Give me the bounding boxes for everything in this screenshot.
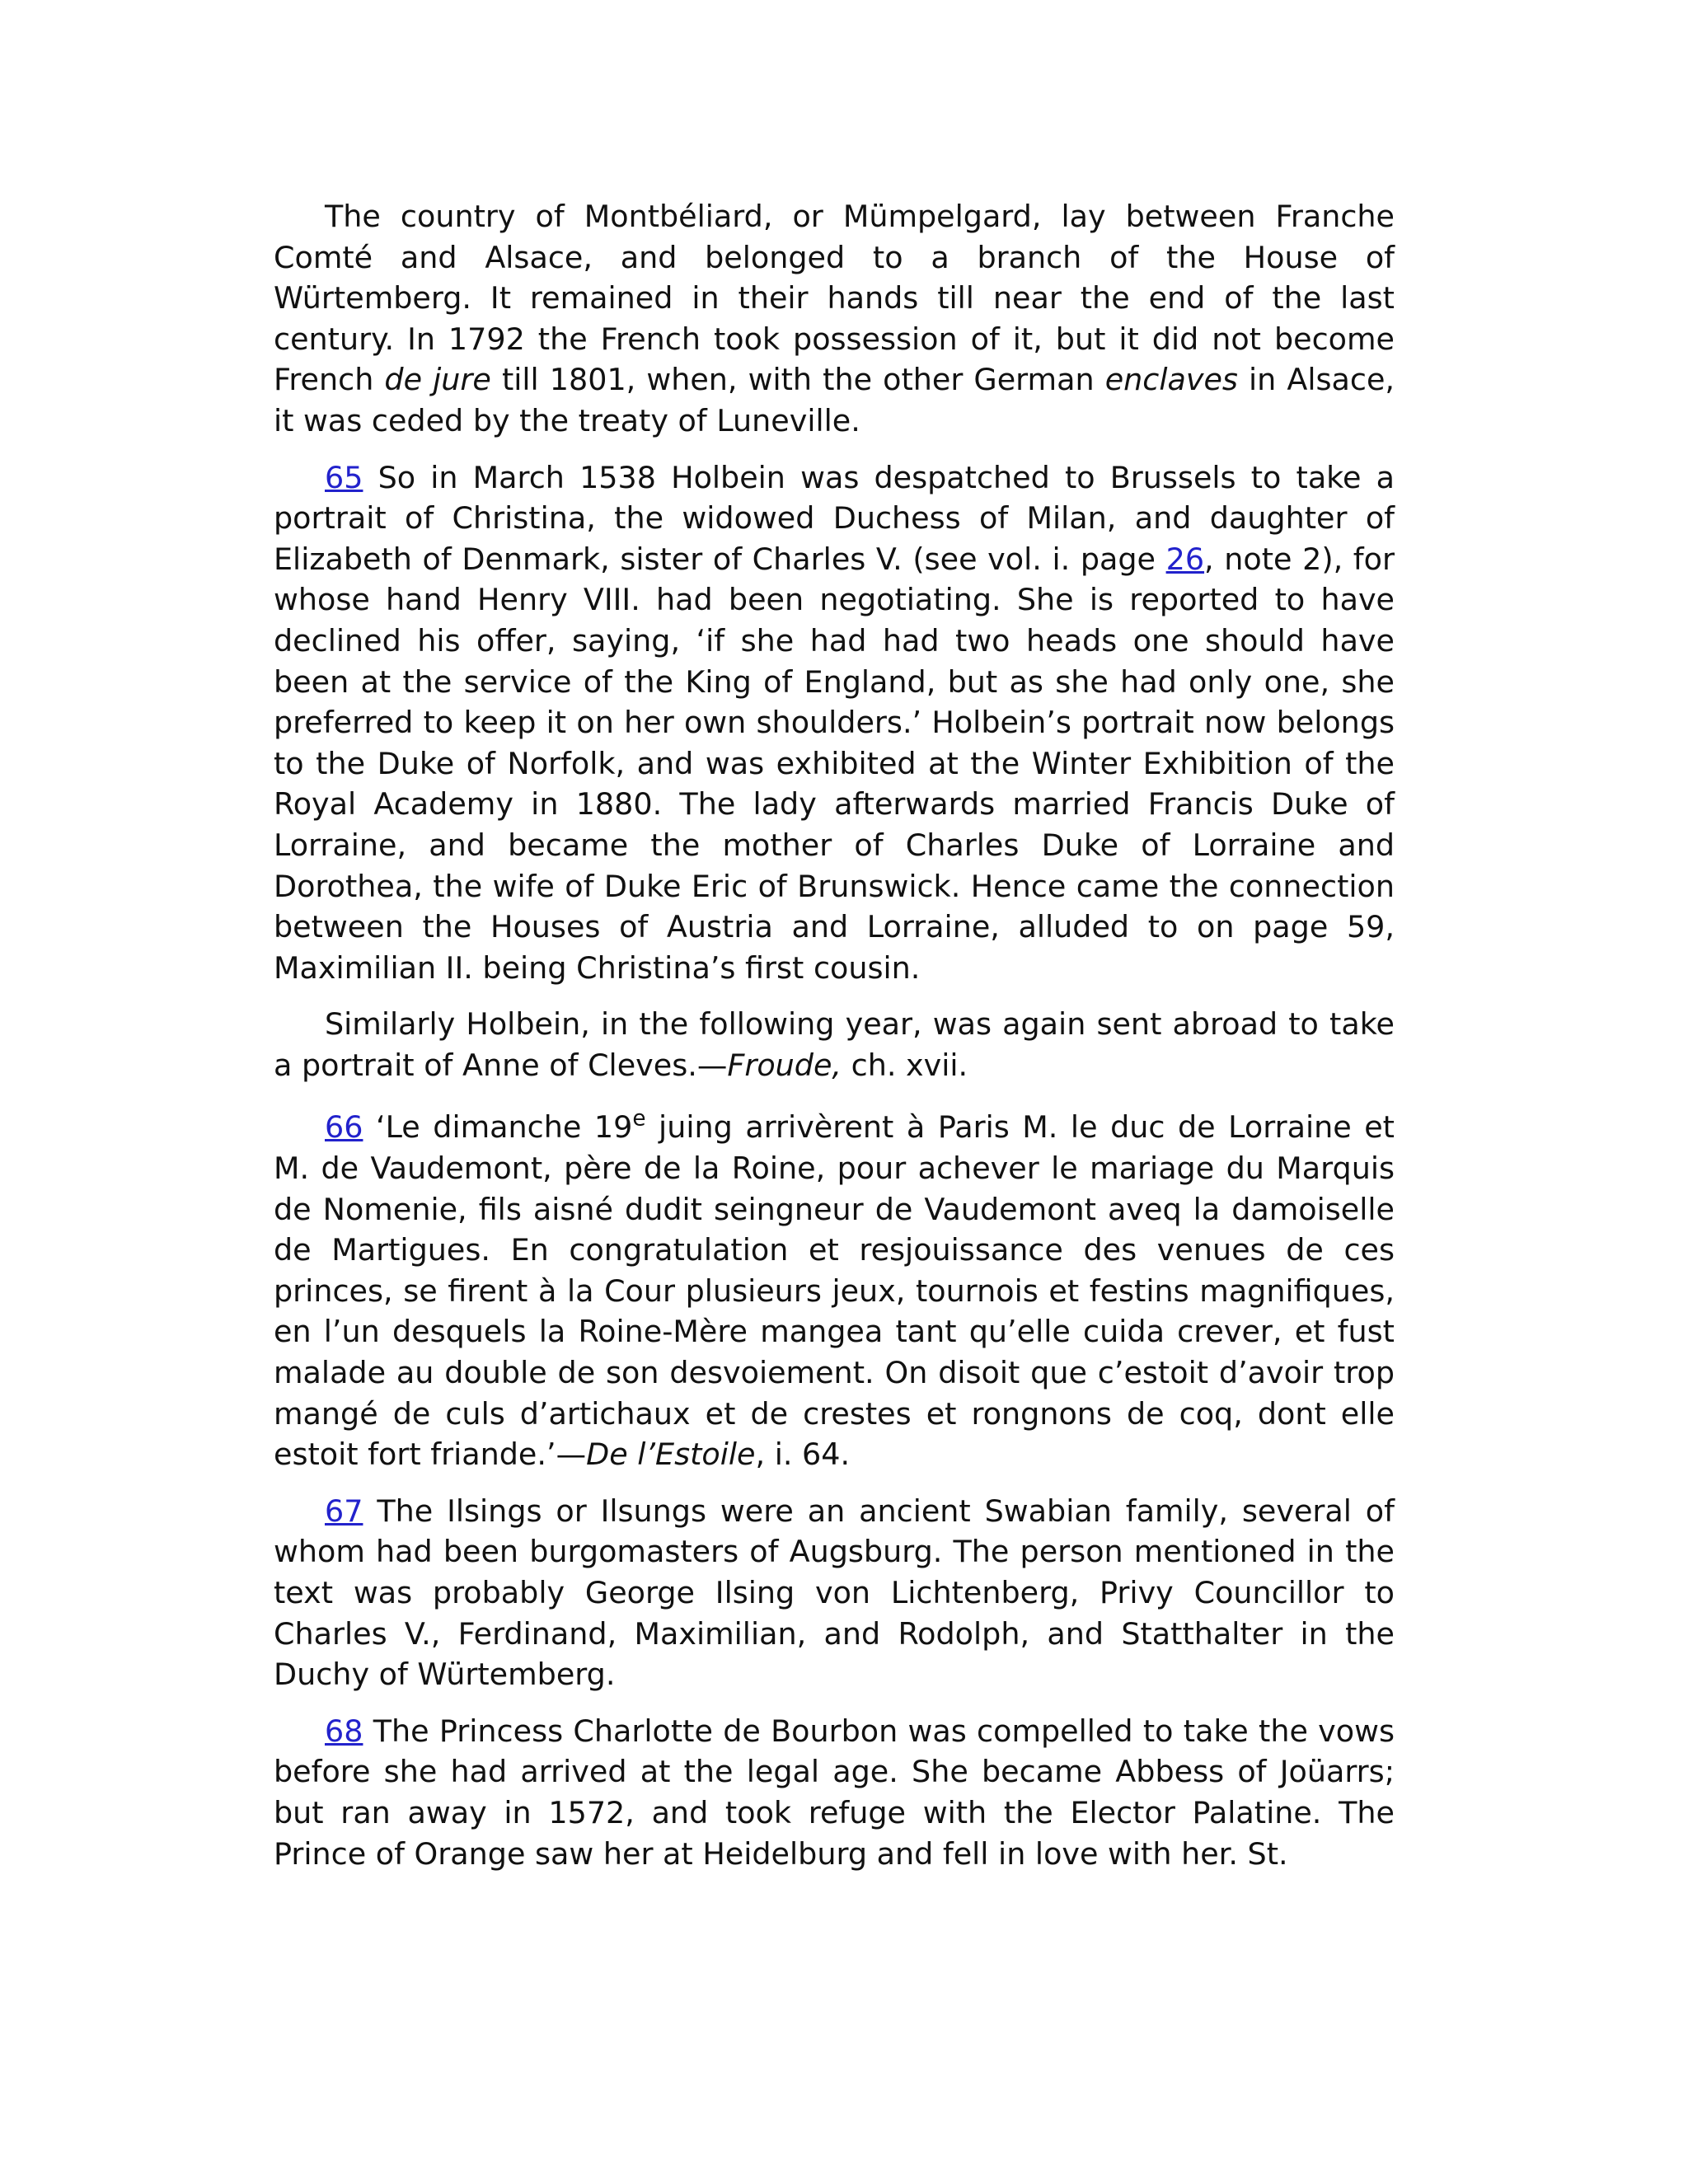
text-run: The Princess Charlotte de Bourbon was compelled to take the vows before she had arrived at the legal age. She became Abbess of Joüarrs; but ran away in 1572, and took refuge with the Elector Palatine. The Prince of Orange saw her at Heidelburg and fell in love with her. St. xyxy=(274,1713,1395,1872)
italic-text: Froude, xyxy=(727,1047,842,1083)
text-run: So in March 1538 Holbein was despatched to Brussels to take a portrait of Christina, the widowed Duchess of Milan, and daughter of Elizabeth of Denmark, sister of Charles V. (see vol. i. page xyxy=(274,459,1395,577)
superscript: e xyxy=(632,1107,646,1132)
italic-text: enclaves xyxy=(1104,362,1238,398)
text-run: , note 2), for whose hand Henry VIII. had been negotiating. She is reported to have declined his offer, saying, ‘if she had had two heads one should have been at the service of the King of England, but as she had only one, she preferred to keep it on her own shoulders.’ Holbein’s portrait now belongs to the Duke of Norfolk, and was exhibited at the Winter Exhibition of the Royal Academy in 1880. The lady afterwards married Francis Duke of Lorraine, and became the mother of Charles Duke of Lorraine and Dorothea, the wife of Duke Eric of Brunswick. Hence came the connection between the Houses of Austria and Lorraine, alluded to on page 59, Maximilian II. being Christina’s first cousin. xyxy=(274,541,1395,986)
paragraph-montbeliard xyxy=(274,196,1395,442)
text-run: , i. 64. xyxy=(755,1436,851,1473)
text-run: The Ilsings or Ilsungs were an ancient Swabian family, several of whom had been burgomasters of Augsburg. The person mentioned in the text was probably George Ilsing von Lichtenberg, Privy Councillor to Charles V., Ferdinand, Maximilian, and Rodolph, and Statthalter in the Duchy of Würtemberg. xyxy=(274,1493,1395,1693)
footnote-67 xyxy=(274,1491,1395,1695)
footnote-link-65[interactable]: 65 xyxy=(325,459,363,495)
footnote-68 xyxy=(274,1711,1395,1874)
footnote-65 xyxy=(274,457,1395,989)
text-run: Similarly Holbein, in the following year, was again sent abroad to take a portrait of Anne of Cleves.— xyxy=(274,1006,1395,1083)
page-link-26[interactable]: 26 xyxy=(1165,541,1205,577)
footnote-link-67[interactable]: 67 xyxy=(325,1493,363,1529)
italic-text: de jure xyxy=(384,362,491,398)
italic-text: De l’Estoile xyxy=(586,1436,756,1473)
text-run: ch. xvii. xyxy=(842,1047,968,1083)
footnote-link-68[interactable]: 68 xyxy=(325,1713,363,1749)
text-run: till 1801, when, with the other German xyxy=(490,362,1105,398)
paragraph-holbein-cleves xyxy=(274,1004,1395,1085)
document-page xyxy=(274,196,1395,1890)
text-run: juing arrivèrent à Paris M. le duc de Lorraine et M. de Vaudemont, père de la Roine, pour achever le mariage du Marquis de Nomenie, fils aisné dudit seingneur de Vaudemont aveq la damoiselle de Martigues. En congratulation et resjouissance des venues de ces princes, se firent à la Cour plusieurs jeux, tournois et festins magnifiques, en l’un desquels la Roine-Mère mangea tant qu’elle cuida crever, et fust malade au double de son desvoiement. On disoit que c’estoit d’avoir trop mangé de culs d’artichaux et de crestes et rongnons de coq, dont elle estoit fort friande.’— xyxy=(274,1109,1395,1473)
footnote-66 xyxy=(274,1107,1395,1474)
text-run: in Alsace, it was ceded by the treaty of Luneville. xyxy=(274,362,1395,438)
footnote-link-66[interactable]: 66 xyxy=(325,1109,363,1146)
text-run: ‘Le dimanche 19 xyxy=(363,1109,633,1146)
text-run: The country of Montbéliard, or Mümpelgard, lay between Franche Comté and Alsace, and belonged to a branch of the House of Würtemberg. It remained in their hands till near the end of the last century. In 1792 the French took possession of it, but it did not become French xyxy=(274,199,1395,398)
